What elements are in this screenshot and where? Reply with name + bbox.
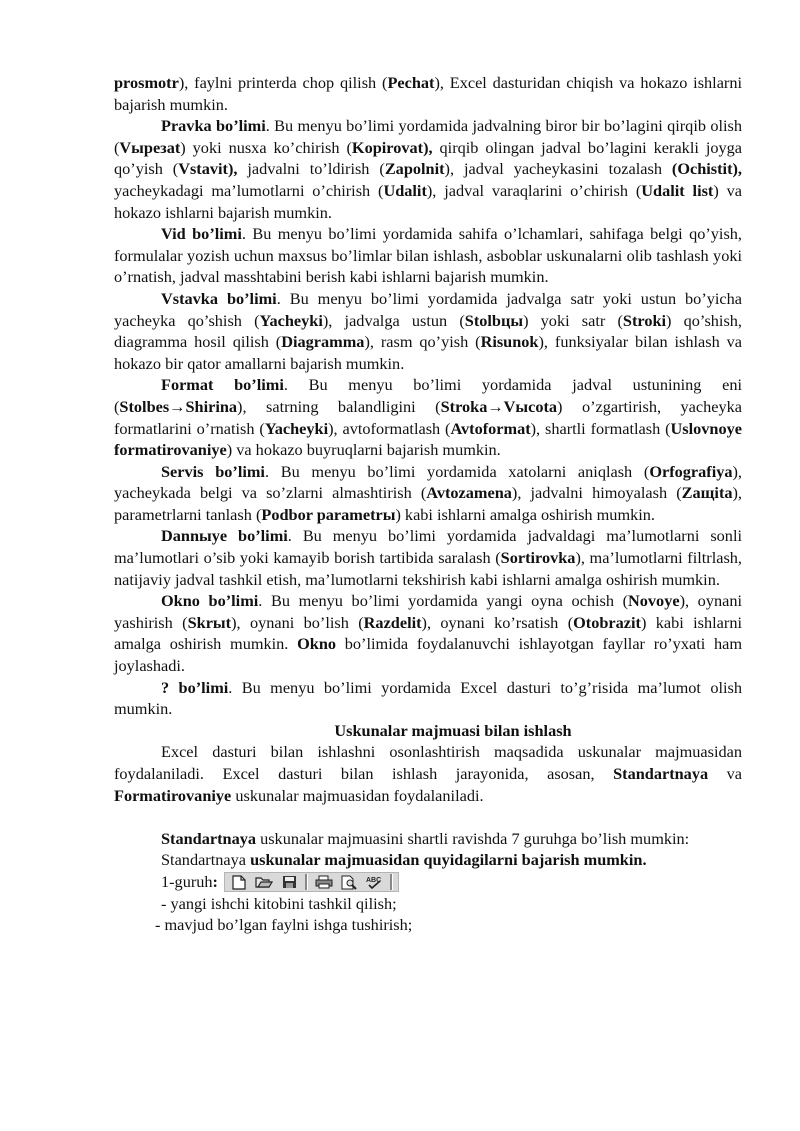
paragraph-format: Format bo’limi. Bu menyu bo’limi yordamida jadval ustunining eni (Stolbes→Shirina), satrning balandligini (Stroka→Vысota) o’zgartirish, yacheyka formatlarini o’rnatish (Yacheyki), avtoformatlash (Avtoformat), shartli formatlash (Uslovnoye formatirovaniye) va hokazo buyruqlarni bajarish mumkin. xyxy=(114,375,742,460)
paragraph-standartnaya: Standartnaya uskunalar majmuasini shartli ravishda 7 guruhga bo’lish mumkin: xyxy=(161,828,690,848)
blank-line xyxy=(114,806,742,828)
save-disk-icon[interactable] xyxy=(278,874,300,890)
section-term: Format bo’limi xyxy=(161,375,284,395)
group-1-line: 1-guruh: ABC xyxy=(114,871,742,893)
new-document-icon[interactable] xyxy=(228,874,250,890)
svg-text:ABC: ABC xyxy=(366,876,382,884)
paragraph-vstavka: Vstavka bo’limi. Bu menyu bo’limi yordamida jadvalga satr yoki ustun bo’yicha yacheyka qo’shish (Yacheyki), jadvalga ustun (Stolbцы) yoki satr (Stroki) qo’shish, diagramma hosil qilish (Diagramma), rasm qo’yish (Risunok), funksiyalar bilan ishlash va hokazo bir qator amallarni bajarish mumkin. xyxy=(114,288,743,373)
paragraph-okno: Okno bo’limi. Bu menyu bo’limi yordamida yangi oyna ochish (Novoye), oynani yashirish (Skrыt), oynani bo’lish (Razdelit), oynani ko’rsatish (Otobrazit) kabi ishlarni amalga oshirish mumkin. Okno bo’limida foydalanuvchi ishlayotgan fayllar ro’yxati ham joylashadi. xyxy=(114,591,743,676)
standard-toolbar-image xyxy=(224,872,399,892)
paragraph-pravka: Pravka bo’limi. Bu menyu bo’limi yordamida jadvalning biror bir bo’lagini qirqib olish (Vырезаt) yoki nusxa ko’chirish (Kopirovat), qirqib olingan jadval bo’lagini kerakli joyga qo’yish (Vstavit), jadvalni to’ldirish (Zapolnit), jadval yacheykasini tozalash (Ochistit), yacheykadagi ma’lumotlarni o’chirish (Udalit), jadval varaqlarini o’chirish (Udalit list) va hokazo ishlarni bajarish mumkin. xyxy=(114,116,742,222)
section-term: Pravka bo’limi xyxy=(161,116,266,136)
paragraph-dannye: Dannыye bo’limi. Bu menyu bo’limi yordamida jadvaldagi ma’lumotlarni sonli ma’lumotlari o’sib yoki kamayib borish tartibida saralash (Sortirovka), ma’lumotlarni filtrlash, natijaviy jadval tashkil etish, ma’lumotlarni tekshirish kabi ishlarni amalga oshirish mumkin. xyxy=(114,526,742,589)
paragraph-help: ? bo’limi. Bu menyu bo’limi yordamida Excel dasturi to’g’risida ma’lumot olish mumkin. xyxy=(114,677,742,719)
term: prosmotr xyxy=(114,73,179,92)
term: Pechat xyxy=(387,73,435,92)
paragraph-servis: Servis bo’limi. Bu menyu bo’limi yordamida xatolarni aniqlash (Orfografiya), yacheykada belgi va so’zlarni almashtirish (Avtozamena), jadvalni himoyalash (Zaщita), parametrlarni tanlash (Podbor parametrы) kabi ishlarni amalga oshirish mumkin. xyxy=(114,461,743,524)
section-term: ? bo’limi xyxy=(161,677,229,697)
section-term: Vid bo’limi xyxy=(161,224,242,244)
print-preview-icon[interactable] xyxy=(338,874,360,890)
toolbar-separator xyxy=(305,874,308,890)
toolbar-separator xyxy=(390,874,393,890)
paragraph-vid: Vid bo’limi. Bu menyu bo’limi yordamida sahifa o’lchamlari, sahifaga belgi qo’yish, formulalar yozish uchun maxsus bo’limlar bilan ishlash, asboblar uskunalarni olib tashlash yoki o’rnatish, jadval masshtabini berish kabi ishlarni bajarish mumkin. xyxy=(114,224,742,287)
print-icon[interactable] xyxy=(313,874,335,890)
group-label: 1-guruh xyxy=(161,871,213,891)
list-item: - yangi ishchi kitobini tashkil qilish; xyxy=(161,893,397,913)
document-page xyxy=(114,72,742,936)
section-term: Dannыye bo’limi xyxy=(161,526,288,546)
section-term: Vstavka bo’limi xyxy=(161,288,277,308)
standartnaya-capabilities-line: Standartnaya uskunalar majmuasidan quyidagilarni bajarish mumkin. xyxy=(161,850,647,870)
section-heading: Uskunalar majmuasi bilan ishlash xyxy=(334,720,572,740)
section-term: Okno bo’limi xyxy=(161,591,259,611)
section-term: Servis bo’limi xyxy=(161,461,265,481)
list-item: - mavjud bo’lgan faylni ishga tushirish; xyxy=(155,915,413,935)
paragraph-file-menu: prosmotr), faylni printerda chop qilish (Pechat), Excel dasturidan chiqish va hokazo ishlarni bajarish mumkin. xyxy=(114,73,743,114)
paragraph-toolbars-intro: Excel dasturi bilan ishlashni osonlashtirish maqsadida uskunalar majmuasidan foydalaniladi. Excel dasturi bilan ishlash jarayonida, asosan, Standartnaya va Formatirovaniye uskunalar majmuasidan foydalaniladi. xyxy=(114,742,743,805)
open-folder-icon[interactable] xyxy=(253,874,275,890)
spelling-check-icon[interactable] xyxy=(363,874,385,890)
